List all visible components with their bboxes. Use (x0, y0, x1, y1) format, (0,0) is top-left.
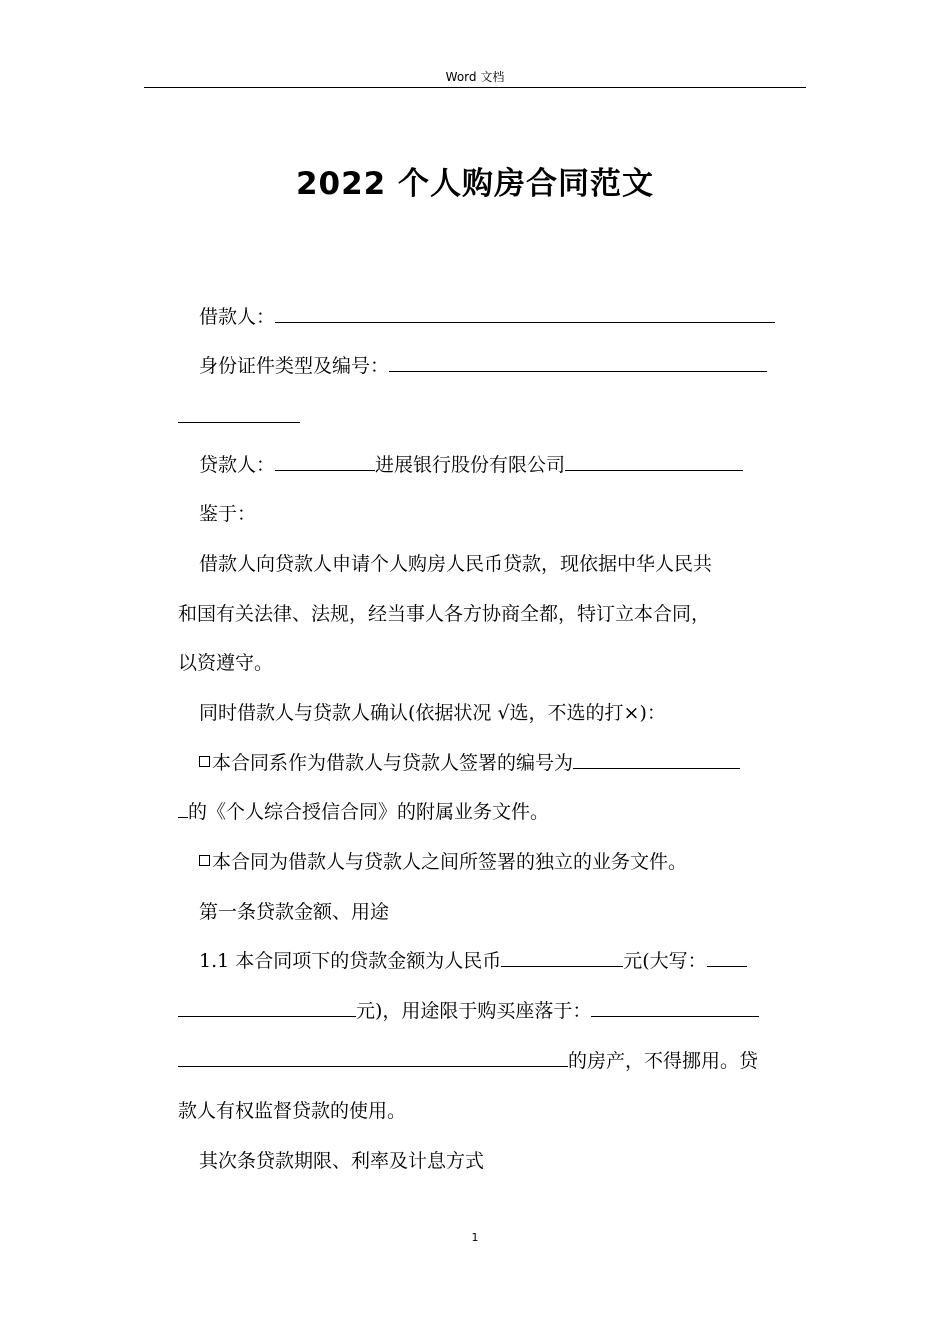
option1-checkbox[interactable] (199, 756, 210, 767)
contract-number-blank[interactable] (573, 748, 740, 769)
intro-line-3: 以资遵守。 (178, 652, 274, 674)
property-location-blank[interactable] (591, 996, 759, 1017)
amount-in-words-blank[interactable] (707, 946, 747, 967)
lender-suffix-blank[interactable] (565, 450, 743, 471)
page-number: 1 (471, 1231, 479, 1244)
borrower-line (178, 302, 829, 332)
id-label: 身份证件类型及编号： (199, 355, 390, 377)
option2-line (178, 847, 829, 877)
borrower-blank[interactable] (275, 302, 775, 323)
clause11-text-d: 的房产，不得挪用。贷 (568, 1050, 759, 1072)
option2-text: 本合同为借款人与贷款人之间所签署的独立的业务文件。 (212, 851, 688, 873)
property-location-blank-continued[interactable] (178, 1046, 568, 1067)
intro-line-2: 和国有关法律、法规，经当事人各方协商全都，特订立本合同， (178, 603, 711, 625)
clause11-line-4: 款人有权监督贷款的使用。 (178, 1100, 407, 1122)
clause11-line-1 (178, 946, 829, 976)
lender-label: 贷款人： (199, 454, 276, 476)
contract-number-blank-continued[interactable] (178, 797, 188, 818)
clause11-text-b: 元(大写： (623, 950, 707, 972)
option1-line (178, 748, 829, 778)
option1-text-continued: 的《个人综合授信合同》的附属业务文件。 (188, 801, 550, 823)
option2-checkbox[interactable] (199, 855, 210, 866)
article2-heading: 其次条贷款期限、利率及计息方式 (199, 1150, 485, 1172)
lender-line (178, 450, 829, 480)
article1-heading: 第一条贷款金额、用途 (199, 901, 390, 923)
page-header: Word 文档 (445, 70, 505, 84)
clause11-text-a: 1.1 本合同项下的贷款金额为人民币 (199, 950, 502, 972)
option1-text: 本合同系作为借款人与贷款人签署的编号为 (212, 752, 574, 774)
amount-in-words-blank-continued[interactable] (178, 996, 356, 1017)
document-title: 2022 个人购房合同范文 (295, 166, 655, 202)
id-blank[interactable] (389, 351, 767, 372)
whereas-line: 鉴于： (199, 503, 257, 525)
loan-amount-blank[interactable] (501, 946, 623, 967)
id-blank-continued[interactable] (178, 402, 300, 423)
lender-bank: 进展银行股份有限公司 (375, 454, 566, 476)
id-line-continued (178, 402, 808, 432)
confirm-line: 同时借款人与贷款人确认(依据状况 √选，不选的打×)： (199, 702, 666, 724)
option1-line-continued (178, 797, 808, 827)
clause11-text-c: 元)，用途限于购买座落于： (356, 1000, 592, 1022)
lender-prefix-blank[interactable] (275, 450, 375, 471)
borrower-label: 借款人： (199, 306, 276, 328)
clause11-line-3 (178, 1046, 808, 1076)
header-rule (144, 87, 806, 88)
clause11-line-2 (178, 996, 808, 1026)
id-line (178, 351, 829, 381)
intro-line-1: 借款人向贷款人申请个人购房人民币贷款，现依据中华人民共 (199, 553, 713, 575)
